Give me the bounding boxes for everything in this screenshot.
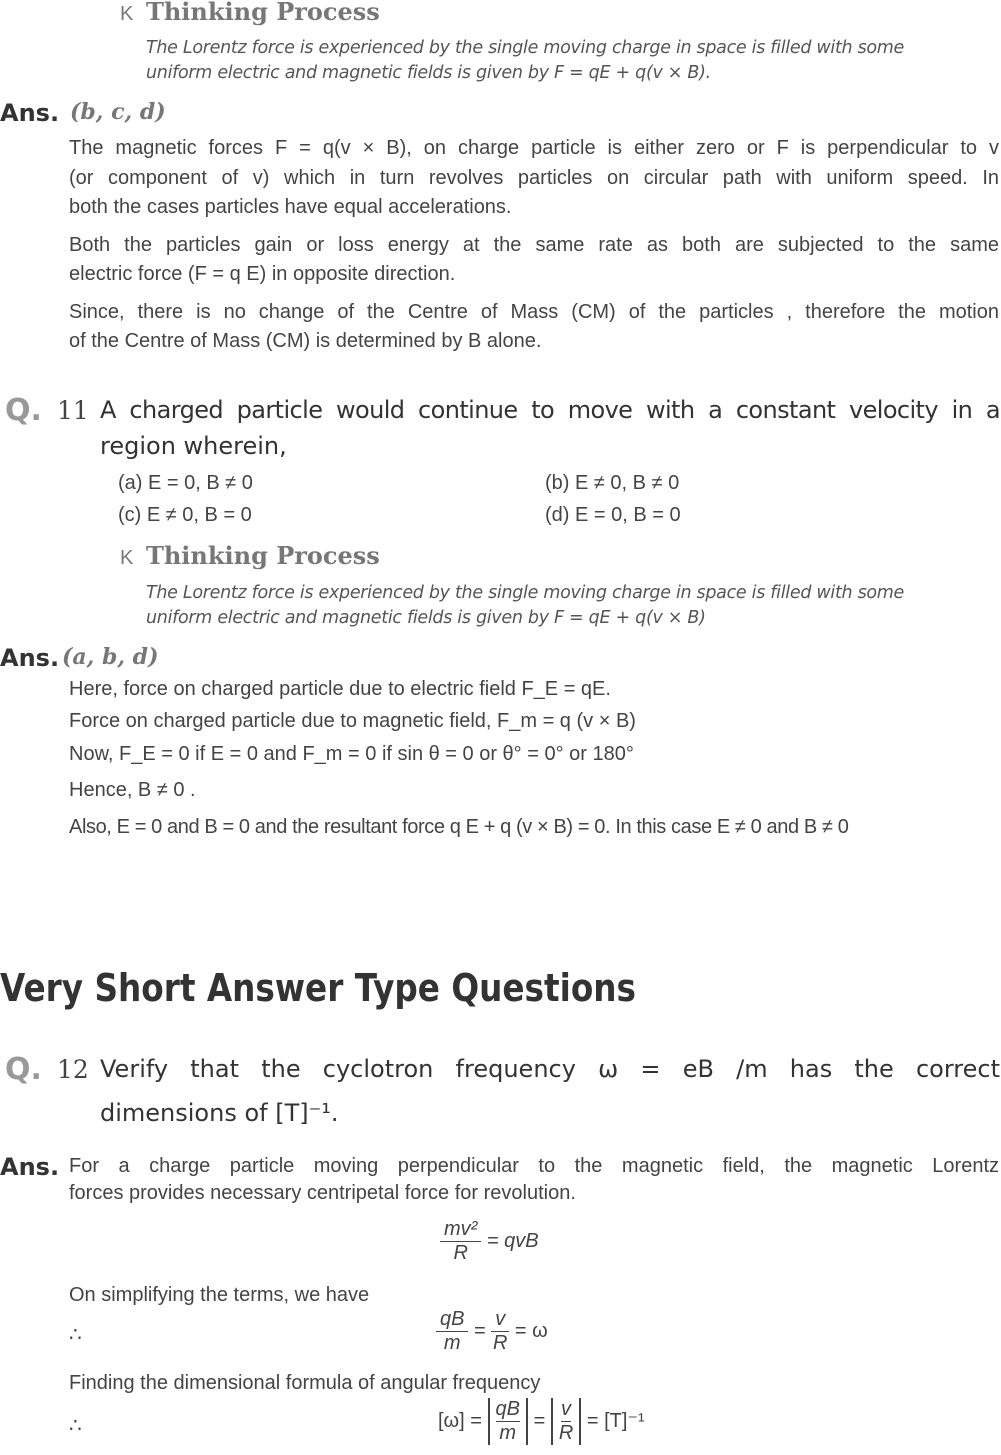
answer-label: Ans. [0, 99, 60, 127]
answer-text: of the Centre of Mass (CM) is determined by B alone. [69, 330, 542, 352]
equals: = [474, 1319, 486, 1342]
thinking-process-title: Thinking Process [146, 0, 380, 26]
question-text: region wherein, [100, 432, 287, 460]
answer-text: The magnetic forces F = q(v × B), on charge particle is either zero or F is perpendicular to v [69, 137, 999, 159]
therefore-symbol: ∴ [69, 1415, 82, 1437]
question-number: 12 [57, 1055, 89, 1084]
answer-text: Also, E = 0 and B = 0 and the resultant force q E + q (v × B) = 0. In this case E ≠ 0 and B ≠ 0 [69, 816, 849, 838]
answer-text: forces provides necessary centripetal force for revolution. [69, 1182, 576, 1204]
rhs: = qvB [486, 1229, 539, 1252]
answer-label: Ans. [0, 644, 60, 672]
answer-options: (b, c, d) [70, 99, 166, 125]
equation-force-balance [440, 1218, 539, 1265]
numerator: qB [495, 1398, 520, 1420]
answer-text: Since, there is no change of the Centre of Mass (CM) of the particles , therefore the motion [69, 301, 999, 323]
answer-text: Finding the dimensional formula of angular frequency [69, 1372, 541, 1394]
lhs: [ω] = [438, 1409, 482, 1432]
thinking-marker-icon: K [120, 3, 134, 25]
equation-dimensions [438, 1398, 645, 1445]
thinking-marker-icon: K [120, 547, 134, 569]
option-c: (c) E ≠ 0, B = 0 [118, 504, 252, 526]
rhs: = ω [514, 1319, 548, 1342]
thinking-text: The Lorentz force is experienced by the single moving charge in space is filled with some [146, 583, 905, 603]
option-a: (a) E = 0, B ≠ 0 [118, 472, 253, 494]
answer-text: Now, F_E = 0 if E = 0 and F_m = 0 if sin θ = 0 or θ° = 0° or 180° [69, 743, 634, 765]
answer-text: electric force (F = q E) in opposite direction. [69, 263, 456, 285]
question-text: A charged particle would continue to move with a constant velocity in a [100, 396, 1000, 424]
rhs: = [T]⁻¹ [586, 1409, 645, 1432]
thinking-process-title: Thinking Process [146, 541, 380, 570]
question-marker-icon: Q. [5, 1052, 42, 1087]
numerator: v [561, 1398, 572, 1420]
answer-label: Ans. [0, 1153, 60, 1181]
thinking-text: uniform electric and magnetic fields is given by F = qE + q(v × B). [146, 63, 711, 83]
denominator: m [499, 1422, 517, 1444]
denominator: R [558, 1422, 574, 1444]
question-text: dimensions of [T]⁻¹. [100, 1099, 339, 1127]
denominator: R [493, 1332, 508, 1354]
section-heading: Very Short Answer Type Questions [0, 966, 637, 1010]
option-b: (b) E ≠ 0, B ≠ 0 [545, 472, 680, 494]
answer-text: On simplifying the terms, we have [69, 1284, 370, 1306]
answer-text: Here, force on charged particle due to electric field F_E = qE. [69, 678, 611, 700]
question-text: Verify that the cyclotron frequency ω = eB /m has the correct [100, 1055, 1000, 1083]
equals: = [533, 1409, 546, 1432]
numerator: mv² [440, 1218, 481, 1242]
question-marker-icon: Q. [5, 393, 42, 428]
thinking-text: The Lorentz force is experienced by the single moving charge in space is filled with some [146, 38, 905, 58]
denominator: m [443, 1332, 461, 1354]
option-d: (d) E = 0, B = 0 [545, 504, 681, 526]
answer-text: both the cases particles have equal accelerations. [69, 196, 512, 218]
answer-text: Hence, B ≠ 0 . [69, 779, 196, 801]
answer-options: (a, b, d) [62, 644, 159, 670]
denominator: R [453, 1242, 468, 1264]
answer-text: (or component of v) which in turn revolves particles on circular path with uniform speed. In [69, 167, 999, 189]
therefore-symbol: ∴ [69, 1324, 82, 1346]
question-number: 11 [57, 396, 89, 425]
numerator: qB [436, 1308, 468, 1332]
equation-angular-frequency [436, 1308, 548, 1355]
numerator: v [491, 1308, 509, 1332]
thinking-text: uniform electric and magnetic fields is given by F = qE + q(v × B) [146, 608, 706, 628]
answer-text: Force on charged particle due to magnetic field, F_m = q (v × B) [69, 710, 636, 732]
answer-text: Both the particles gain or loss energy at the same rate as both are subjected to the same [69, 234, 999, 256]
answer-text: For a charge particle moving perpendicular to the magnetic field, the magnetic Lorentz [69, 1155, 999, 1177]
